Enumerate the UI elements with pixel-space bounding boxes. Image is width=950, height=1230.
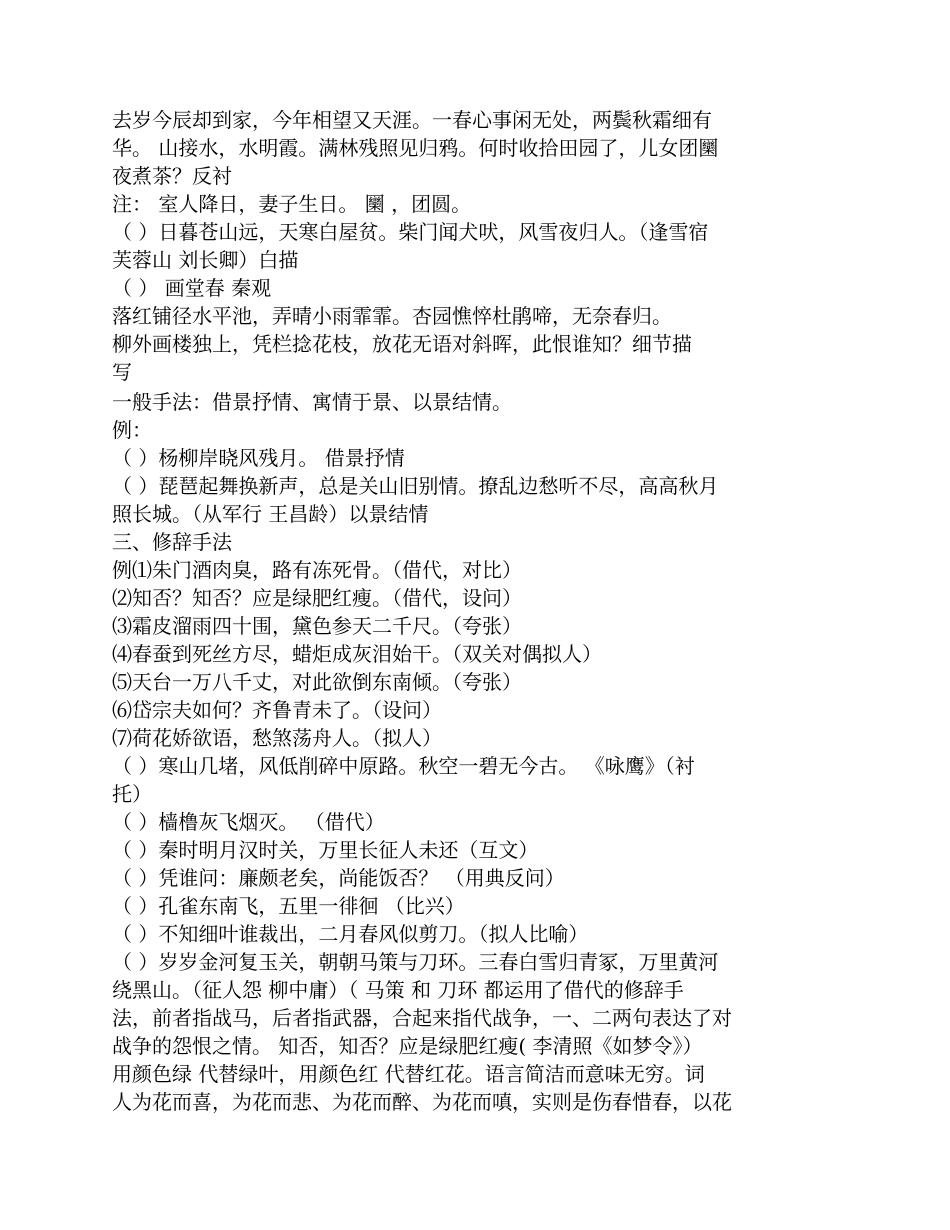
text-line: 芙蓉山 刘长卿）白描 [112, 248, 299, 272]
text-line: （ ） 画堂春 秦观 [112, 276, 272, 300]
text-line: 例： [112, 418, 152, 442]
section-heading: 三、修辞手法 [112, 530, 232, 554]
text-line: 照长城。（从军行 王昌龄）以景结情 [112, 502, 429, 526]
text-line: ⑸天台一万八千丈，对此欲倒东南倾。（夸张） [112, 670, 522, 694]
text-line: （ ）岁岁金河复玉关，朝朝马策与刀环。三春白雪归青冢，万里黄河 [112, 950, 719, 974]
text-line: 写 [112, 360, 132, 384]
text-line: （ ）不知细叶谁裁出，二月春风似剪刀。（拟人比喻） [112, 922, 589, 946]
text-line: （ ）琵琶起舞换新声，总是关山旧别情。撩乱边愁听不尽，高高秋月 [112, 474, 719, 498]
text-line: ⑶霜皮溜雨四十围，黛色参天二千尺。（夸张） [112, 614, 522, 638]
text-line: 夜煮茶？反衬 [112, 164, 232, 188]
text-line: 去岁今辰却到家，今年相望又天涯。一春心事闲无处，两鬓秋霜细有 [112, 108, 712, 132]
text-line: （ ）樯橹灰飞烟灭。 （借代） [112, 810, 385, 834]
text-line: （ ）孔雀东南飞，五里一徘徊 （比兴） [112, 894, 465, 918]
text-line: （ ）凭谁问：廉颇老矣，尚能饭否？ （用典反问） [112, 866, 565, 890]
text-line: 例⑴朱门酒肉臭，路有冻死骨。（借代，对比） [112, 558, 522, 582]
text-line: ⑵知否？知否？应是绿肥红瘦。（借代，设问） [112, 586, 522, 610]
text-line: 华。 山接水，水明霞。满林残照见归鸦。何时收拾田园了，儿女团圞 [112, 136, 719, 160]
text-line: （ ）寒山几堵，风低削碎中原路。秋空一碧无今古。 《咏鹰》（衬 [112, 754, 695, 778]
text-line: 人为花而喜，为花而悲、为花而醉、为花而嗔，实则是伤春惜春，以花 [112, 1090, 732, 1114]
text-line: 注： 室人降日，妻子生日。 圞 ，团圆。 [112, 192, 472, 216]
text-line: 战争的怨恨之情。 知否，知否？应是绿肥红瘦( 李清照《如梦令》） [112, 1034, 703, 1058]
text-line: 法，前者指战马，后者指武器，合起来指代战争，一、二两句表达了对 [112, 1006, 732, 1030]
text-line: ⑹岱宗夫如何？齐鲁青未了。（设问） [112, 698, 442, 722]
text-line: ⑷春蚕到死丝方尽，蜡炬成灰泪始干。（双关对偶拟人） [112, 642, 602, 666]
text-line: （ ）日暮苍山远，天寒白屋贫。柴门闻犬吠，风雪夜归人。（逢雪宿 [112, 220, 709, 244]
text-line: （ ）秦时明月汉时关，万里长征人未还（互文） [112, 838, 539, 862]
text-line: 托） [112, 782, 152, 806]
text-line: 用颜色绿 代替绿叶，用颜色红 代替红花。语言简洁而意味无穷。词 [112, 1062, 705, 1086]
text-line: ⑺荷花娇欲语，愁煞荡舟人。（拟人） [112, 726, 442, 750]
text-line: 落红铺径水平池，弄晴小雨霏霏。杏园憔悴杜鹃啼，无奈春归。 [112, 304, 672, 328]
text-line: 绕黑山。（征人怨 柳中庸）（ 马策 和 刀环 都运用了借代的修辞手 [112, 978, 684, 1002]
text-line: 柳外画楼独上，凭栏捻花枝，放花无语对斜晖，此恨谁知？细节描 [112, 332, 692, 356]
text-line: 一般手法：借景抒情、寓情于景、以景结情。 [112, 390, 512, 414]
text-line: （ ）杨柳岸晓风残月。 借景抒情 [112, 446, 405, 470]
